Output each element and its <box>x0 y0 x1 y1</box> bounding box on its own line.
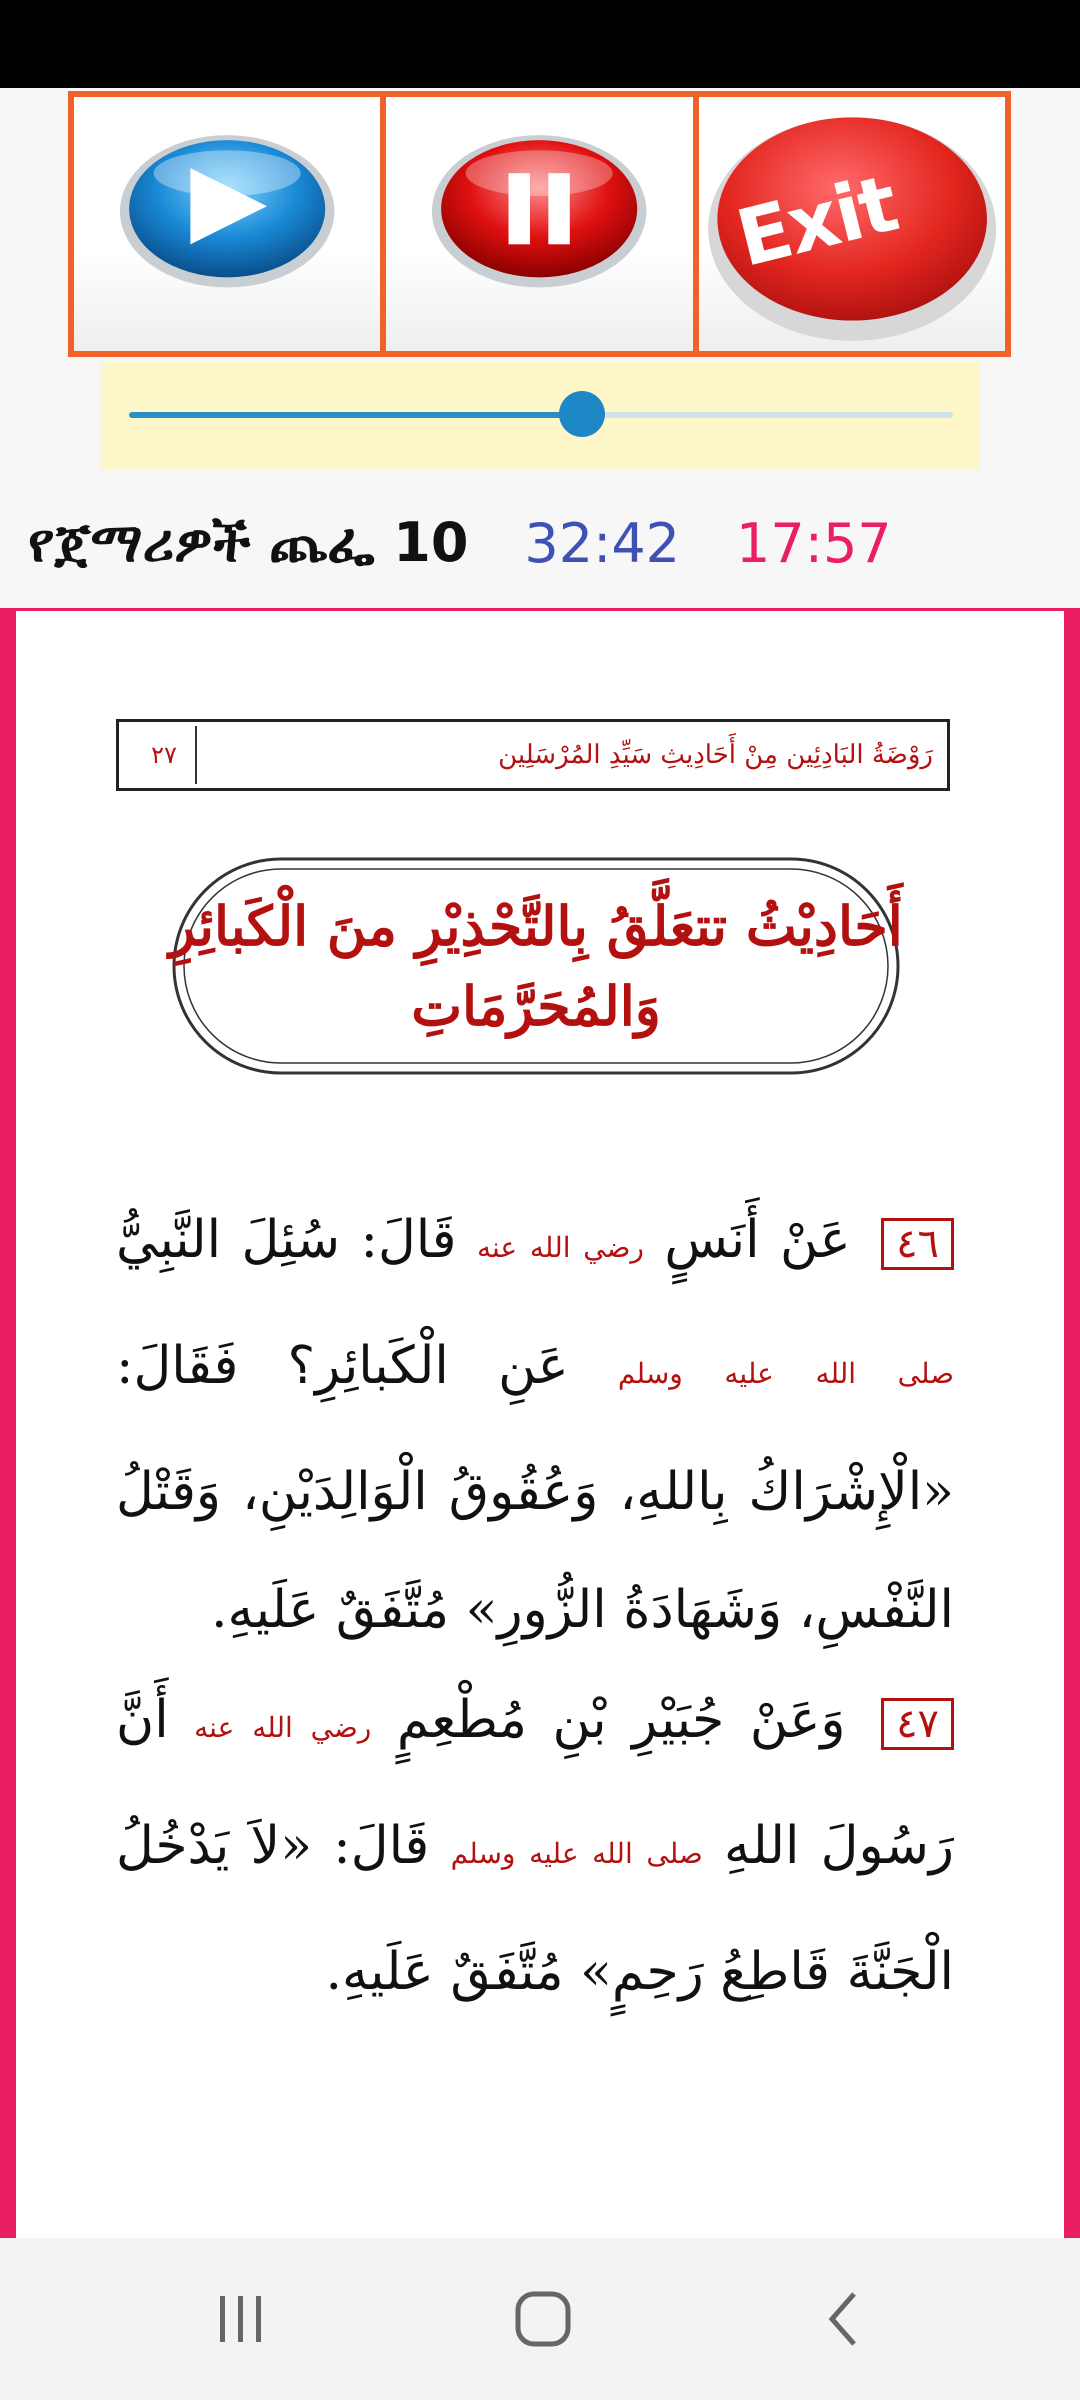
chapter-title <box>166 851 906 1081</box>
hadith-text: قَالَ: سُئِلَ النَّبِيُّ <box>116 1210 457 1270</box>
honorific: رضي الله عنه <box>194 1711 372 1744</box>
seek-thumb[interactable] <box>559 391 605 437</box>
hadith-text: عَنِ الْكَبائِرِ؟ فَقَالَ: «الْإِشْرَاكُ بِاللهِ، وَعُقُوقُ الْوَالِدَيْنِ، وَقَتْلُ النَّفْسِ، وَشَهَادَةُ الزُّورِ» مُتَّفَقٌ عَلَيهِ. <box>116 1336 954 1640</box>
page-number: ٢٧ <box>133 726 197 784</box>
play-icon <box>74 97 380 351</box>
chapter-title-line2: وَالمُحَرَّمَاتِ <box>411 974 661 1038</box>
track-duration: 32:42 <box>524 511 681 575</box>
hadith-text: وَعَنْ جُبَيْرِ بْنِ مُطْعِمٍ <box>396 1690 846 1750</box>
pause-button[interactable] <box>380 97 692 351</box>
back-button[interactable] <box>810 2286 880 2352</box>
recent-apps-button[interactable] <box>206 2286 276 2352</box>
back-icon <box>810 2286 880 2352</box>
play-button[interactable] <box>74 97 380 351</box>
seek-progress <box>129 412 582 418</box>
track-title: የጀማሪዎች ጨፌ 10 <box>28 511 469 574</box>
chapter-title-frame <box>166 851 906 1081</box>
seek-panel <box>101 362 979 470</box>
running-head <box>116 719 950 791</box>
home-icon <box>508 2286 578 2352</box>
seek-bar[interactable] <box>129 412 953 418</box>
track-info <box>28 505 892 581</box>
book-page[interactable] <box>16 611 1064 2238</box>
hadith-46 <box>116 1181 954 1669</box>
honorific: صلى الله عليه وسلم <box>617 1357 955 1390</box>
recent-apps-icon <box>206 2286 276 2352</box>
hadith-47 <box>116 1661 954 2031</box>
home-button[interactable] <box>508 2286 578 2352</box>
honorific: صلى الله عليه وسلم <box>450 1837 703 1870</box>
hadith-text: عَنْ أَنَسٍ <box>664 1210 851 1270</box>
hadith-number: ٤٧ <box>881 1698 954 1750</box>
hadith-number: ٤٦ <box>881 1218 954 1270</box>
player-controls <box>68 91 1011 357</box>
hadith-text: قَالَ: «لاَ يَدْخُلُ الْجَنَّةَ قَاطِعُ رَحِمٍ» مُتَّفَقٌ عَلَيهِ. <box>116 1816 954 2002</box>
system-nav-bar <box>0 2238 1080 2400</box>
honorific: رضي الله عنه <box>476 1231 644 1264</box>
book-page-frame <box>0 608 1080 2238</box>
chapter-title-line1: أَحَادِيْثُ تتعَلَّقُ بِالتَّحْذِيْرِ منَ الْكَبائِرِ <box>169 894 903 958</box>
pause-icon <box>386 97 692 351</box>
exit-label: Exit <box>728 159 905 285</box>
running-head-text: رَوْضَةُ البَادِئِين مِنْ أَحَادِيثِ سَيِّدِ المُرْسَلِين <box>498 740 933 770</box>
exit-button[interactable] <box>693 97 1005 351</box>
status-bar <box>0 0 1080 88</box>
hadith-text: أَنَّ رَسُولَ اللهِ <box>116 1690 955 1876</box>
elapsed-time: 17:57 <box>736 511 892 575</box>
